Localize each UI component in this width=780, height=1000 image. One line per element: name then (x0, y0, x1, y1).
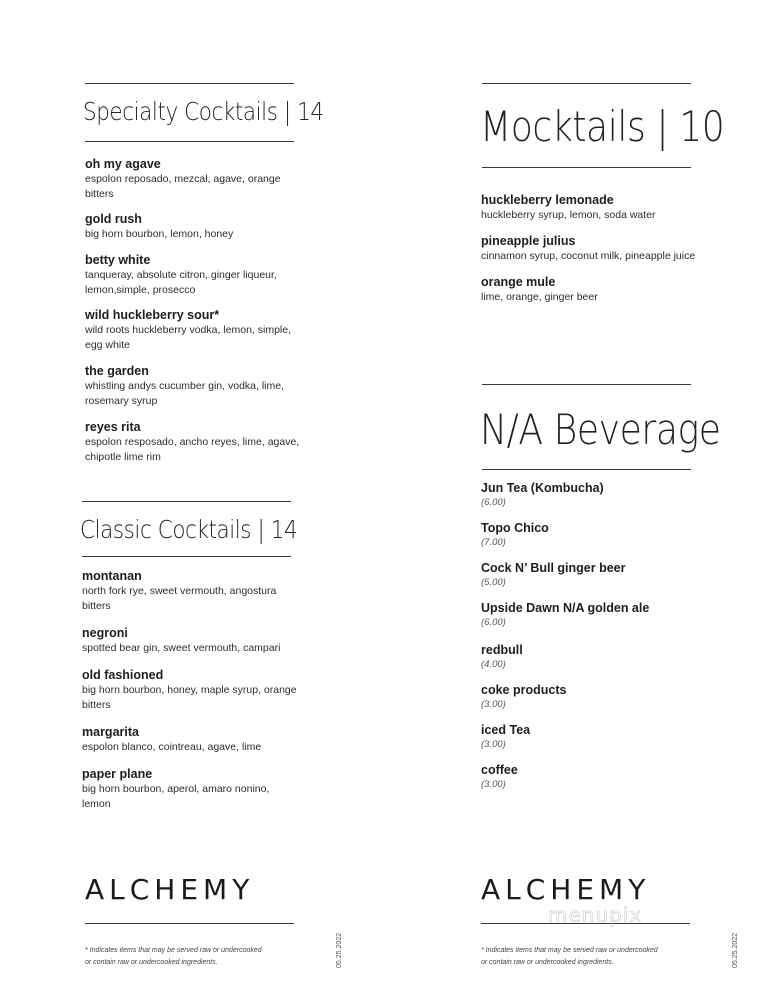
item-name: Upside Dawn N/A golden ale (481, 601, 650, 615)
menu-item (481, 643, 696, 671)
item-name: the garden (85, 364, 149, 378)
disclaimer-right (481, 945, 711, 969)
item-desc: espolon blanco, cointreau, agave, lime (82, 741, 262, 753)
item-name: pineapple julius (481, 234, 576, 248)
mocktails-title: Mocktails | 10 (480, 102, 725, 151)
na-list (481, 481, 696, 791)
item-name: montanan (82, 569, 142, 583)
menu-item (82, 668, 297, 713)
menu-item (85, 157, 300, 202)
item-desc: cinnamon syrup, coconut milk, pineapple juice (481, 250, 696, 262)
na-top-rule (482, 384, 691, 385)
menu-item (82, 569, 297, 614)
item-name: orange mule (481, 275, 556, 289)
disclaimer-line: * Indicates items that may be served raw or undercooked (85, 947, 262, 954)
item-price: (6.00) (481, 617, 506, 628)
item-name: gold rush (85, 212, 142, 226)
menu-item (481, 481, 696, 509)
classic-top-rule (82, 501, 291, 502)
menu-item (481, 763, 696, 791)
item-name: redbull (481, 643, 523, 657)
item-name: Jun Tea (Kombucha) (481, 481, 604, 495)
specialty-bottom-rule (85, 141, 294, 142)
item-price: (4.00) (481, 659, 506, 670)
item-name: coke products (481, 683, 567, 697)
menu-item (82, 767, 297, 812)
item-desc: spotted bear gin, sweet vermouth, campari (82, 642, 281, 654)
item-desc: espolon reposado, mezcal, agave, orange bitters (85, 173, 281, 200)
menu-item (85, 253, 300, 298)
menu-item (85, 308, 300, 353)
menu-item (481, 193, 696, 223)
item-desc: wild roots huckleberry vodka, lemon, simple, egg white (85, 324, 292, 351)
menu-item (85, 420, 300, 465)
classic-title: Classic Cocktails | 14 (80, 515, 298, 544)
menu-item (82, 725, 297, 755)
disclaimer-line: or contain raw or undercooked ingredients. (481, 959, 614, 966)
item-name: Topo Chico (481, 521, 549, 535)
item-price: (6.00) (481, 497, 506, 508)
item-price: (3.00) (481, 699, 506, 710)
item-name: paper plane (82, 767, 153, 781)
classic-bottom-rule (82, 556, 291, 557)
menu-item (481, 723, 696, 751)
menu-item (481, 521, 696, 549)
item-name: old fashioned (82, 668, 164, 682)
item-price: (5.00) (481, 577, 506, 588)
item-desc: whistling andys cucumber gin, vodka, lime, rosemary syrup (85, 380, 285, 407)
item-name: margarita (82, 725, 139, 739)
item-desc: lime, orange, ginger beer (481, 291, 598, 303)
footer-rule-left (85, 923, 294, 924)
item-name: iced Tea (481, 723, 531, 737)
menu-item (481, 234, 696, 264)
item-name: wild huckleberry sour* (85, 308, 220, 322)
mocktails-bottom-rule (482, 167, 691, 168)
menu-item (481, 561, 696, 589)
item-price: (3.00) (481, 739, 506, 750)
item-name: negroni (82, 626, 128, 640)
alchemy-logo-right: ALCHEMY (481, 873, 651, 906)
item-desc: big horn bourbon, honey, maple syrup, orange bitters (82, 684, 297, 711)
menu-item (481, 683, 696, 711)
item-name: reyes rita (85, 420, 141, 434)
item-name: oh my agave (85, 157, 161, 171)
classic-list (82, 569, 297, 812)
na-bottom-rule (482, 469, 691, 470)
menupix-watermark: menupix (548, 903, 643, 927)
menu-item (82, 626, 297, 656)
menu-item (481, 275, 696, 305)
item-price: (7.00) (481, 537, 506, 548)
disclaimer-line: or contain raw or undercooked ingredients. (85, 959, 218, 966)
item-price: (3.00) (481, 779, 506, 790)
disclaimer-left (85, 945, 315, 969)
disclaimer-line: * Indicates items that may be served raw or undercooked (481, 947, 658, 954)
mocktails-list (481, 193, 696, 305)
item-name: huckleberry lemonade (481, 193, 614, 207)
specialty-list (85, 157, 300, 465)
item-desc: tanqueray, absolute citron, ginger liqueur, lemon,simple, prosecco (85, 269, 277, 296)
specialty-top-rule (85, 83, 294, 84)
menu-item (85, 364, 300, 409)
item-desc: huckleberry syrup, lemon, soda water (481, 209, 656, 221)
item-name: Cock N’ Bull ginger beer (481, 561, 626, 575)
menu-item (481, 601, 696, 629)
item-desc: big horn bourbon, aperol, amaro nonino, lemon (82, 783, 270, 810)
mocktails-top-rule (482, 83, 691, 84)
item-name: coffee (481, 763, 518, 777)
item-desc: espolon resposado, ancho reyes, lime, agave, chipotle lime rim (85, 436, 300, 463)
date-right: 05.25.2022 (732, 932, 739, 968)
date-left: 05.25.2022 (336, 932, 343, 968)
na-title: N/A Beverage (480, 405, 721, 454)
item-desc: big horn bourbon, lemon, honey (85, 228, 234, 240)
menu-item (85, 212, 300, 242)
item-name: betty white (85, 253, 151, 267)
specialty-title: Specialty Cocktails | 14 (83, 97, 324, 126)
alchemy-logo-left: ALCHEMY (85, 873, 255, 906)
item-desc: north fork rye, sweet vermouth, angostura bitters (82, 585, 277, 612)
